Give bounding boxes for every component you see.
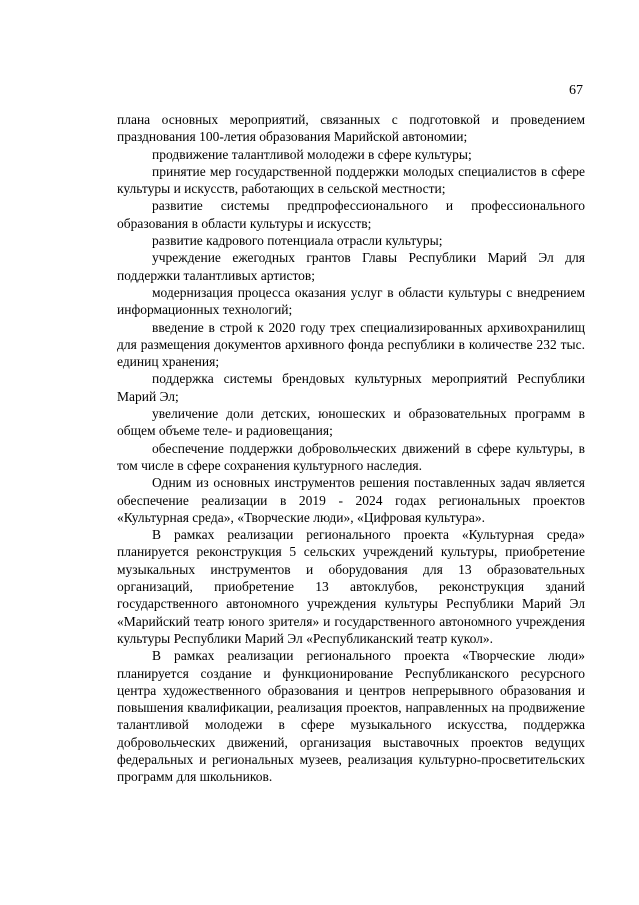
paragraph: модернизация процесса оказания услуг в области культуры с внедрением информационных технологий; xyxy=(117,284,585,318)
paragraph: введение в строй к 2020 году трех специализированных архивохранилищ для размещения документов архивного фонда республики в количестве 232 тыс. единиц хранения; xyxy=(117,319,585,370)
paragraph: плана основных мероприятий, связанных с подготовкой и проведением празднования 100-летия образования Марийской автономии; xyxy=(117,112,585,145)
paragraph: развитие системы предпрофессионального и профессионального образования в области культуры и искусств; xyxy=(117,198,585,231)
paragraph: продвижение талантливой молодежи в сфере культуры; xyxy=(152,146,472,162)
paragraph: Одним из основных инструментов решения поставленных задач является обеспечение реализации в 2019 - 2024 годах региональных проектов «Культурная среда», «Творческие люди», «Цифровая культура». xyxy=(117,475,585,525)
paragraph: В рамках реализации регионального проекта «Культурная среда» планируется реконструкция 5 сельских учреждений культуры, приобретение музыкальных инструментов и оборудования для 13 образовательных организаций, приобретение 13 автоклубов, реконструкция зданий государственного автономного учреждения культуры Республики Марий Эл «Марийский театр юного зрителя» и государственного автономного учреждения культуры Республики Марий Эл «Республиканский театр кукол». xyxy=(117,527,585,646)
paragraph: В рамках реализации регионального проекта «Творческие люди» планируется создание и функционирование Республиканского ресурсного центра художественного образования и центров непрерывного образования и повышения квалификации, реализация проектов, направленных на продвижение талантливой молодежи в сфере музыкального искусства, поддержка добровольческих движений, организация выставочных проектов ведущих федеральных и региональных музеев, реализация культурно-просветительских программ для школьников. xyxy=(117,648,585,785)
document-body xyxy=(117,111,585,786)
paragraph: учреждение ежегодных грантов Главы Республики Марий Эл для поддержки талантливых артистов; xyxy=(117,250,585,283)
paragraph: принятие мер государственной поддержки молодых специалистов в сфере культуры и искусств, работающих в сельской местности; xyxy=(117,163,585,197)
paragraph: развитие кадрового потенциала отрасли культуры; xyxy=(152,233,443,249)
paragraph: обеспечение поддержки добровольческих движений в сфере культуры, в том числе в сфере сохранения культурного наследия. xyxy=(117,440,585,473)
page-number: 67 xyxy=(569,83,583,98)
paragraph: поддержка системы брендовых культурных мероприятий Республики Марий Эл; xyxy=(117,371,585,404)
paragraph: увеличение доли детских, юношеских и образовательных программ в общем объеме теле- и радиовещания; xyxy=(117,406,585,439)
